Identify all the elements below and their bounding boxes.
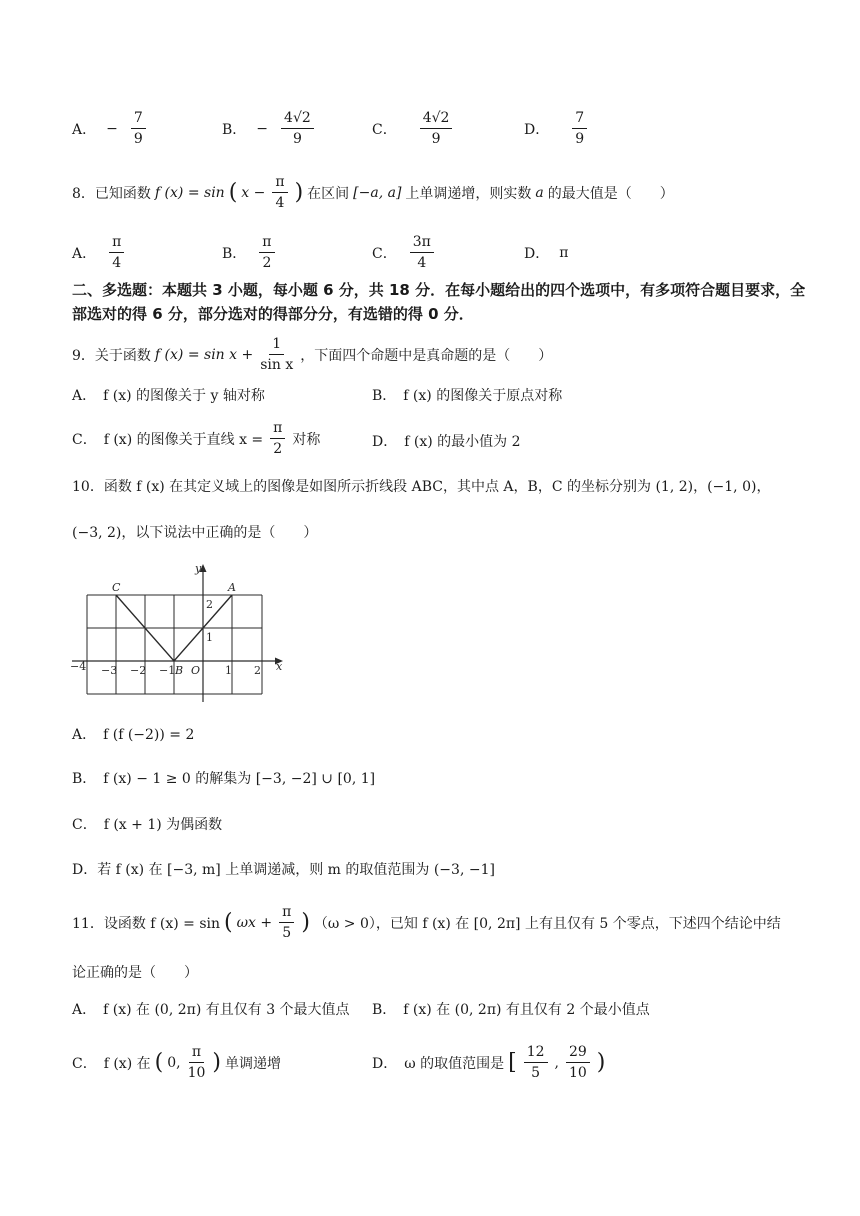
fraction: $\frac{\pi}{5}$ (279, 904, 294, 941)
q7-option-d: D． $\frac{7}{9}$ (524, 110, 590, 147)
q11-question-line2: 论正确的是（ ） (72, 965, 198, 981)
q10-question-line2: (−3, 2)，以下说法中正确的是（ ） (72, 525, 318, 541)
origin-label: O (191, 664, 201, 677)
y-axis-label: y (195, 562, 202, 575)
point-c-label: C (112, 581, 121, 594)
q9-option-a: A． f (x) 的图像关于 y 轴对称 (72, 388, 265, 404)
q8-option-a: A． $\frac{\pi}{4}$ (72, 234, 127, 271)
fraction: $\frac{\pi}{4}$ (109, 234, 124, 271)
x-axis-label: x (276, 660, 283, 673)
fraction: $\frac{\pi}{4}$ (272, 174, 287, 211)
fraction: $\frac{4√2}{9}$ (281, 110, 314, 147)
section-header-multiple-choice: 二、多选题：本题共 3 小题，每小题 6 分，共 18 分．在每小题给出的四个选项中，有多项符合题目要求，全部选对的得 6 分，部分选对的得部分分，有选错的得 0 分． (72, 281, 806, 323)
fraction: $\frac{1}{\text{sin x}}$ (260, 336, 294, 374)
q8-question: 8．已知函数 f (x) = sin ( x − $\frac{\pi}{4}$ ) 在区间 [−a, a] 上单调递增，则实数 a 的最大值是（ ） (72, 174, 674, 212)
fraction: $\frac{12}{5}$ (524, 1044, 548, 1081)
q7-option-b: B． − $\frac{4√2}{9}$ (222, 110, 317, 147)
q10-option-a: A． f (f (−2)) = 2 (72, 727, 195, 743)
q8-option-b: B． $\frac{\pi}{2}$ (222, 234, 278, 271)
x-tick-label: −3 (101, 664, 118, 677)
y-tick-label: 2 (206, 598, 213, 611)
q11-option-c: C． f (x) 在 ( 0, $\frac{\pi}{10}$ ) 单调递增 (72, 1044, 281, 1082)
x-tick-label: 2 (254, 664, 261, 677)
q9-option-d: D． f (x) 的最小值为 2 (372, 434, 521, 450)
point-b-label: B (175, 664, 184, 677)
q7-option-a: A． − $\frac{7}{9}$ (72, 110, 149, 147)
q7-option-c: C． $\frac{4√2}{9}$ (372, 110, 455, 147)
point-a-label: A (228, 581, 236, 594)
q10-option-b: B． f (x) − 1 ≥ 0 的解集为 [−3, −2] ∪ [0, 1] (72, 771, 376, 787)
fraction: $\frac{\pi}{2}$ (270, 420, 285, 457)
q11-option-d: D． ω 的取值范围是 [ $\frac{12}{5}$ , $\frac{29}{10}$ ) (372, 1044, 606, 1082)
fraction: $\frac{\pi}{2}$ (259, 234, 274, 271)
q11-option-b: B． f (x) 在 (0, 2π) 有且仅有 2 个最小值点 (372, 1002, 650, 1018)
q9-option-b: B． f (x) 的图像关于原点对称 (372, 388, 563, 404)
q10-graph (70, 562, 290, 704)
fraction: $\frac{29}{10}$ (566, 1044, 590, 1081)
q8-option-c: C． $\frac{3\pi}{4}$ (372, 234, 437, 271)
grid (87, 595, 262, 694)
x-tick-label: −4 (70, 660, 87, 673)
q11-option-a: A． f (x) 在 (0, 2π) 有且仅有 3 个最大值点 (72, 1002, 350, 1018)
x-tick-label: 1 (225, 664, 232, 677)
q11-question-line1: 11．设函数 f (x) = sin ( ωx + $\frac{\pi}{5}$ ) （ω > 0），已知 f (x) 在 [0, 2π] 上有且仅有 5 个零点，下述四个结论中结 (72, 904, 781, 942)
q9-option-c: C． f (x) 的图像关于直线 x = $\frac{\pi}{2}$ 对称 (72, 420, 321, 458)
x-tick-label: −2 (130, 664, 147, 677)
x-tick-label: −1 (159, 664, 176, 677)
q9-question: 9．关于函数 f (x) = sin x + $\frac{1}{\text{sin x}}$ ，下面四个命题中是真命题的是（ ） (72, 336, 553, 374)
fraction: $\frac{4√2}{9}$ (420, 110, 453, 147)
q8-option-d: D． π (524, 245, 569, 262)
fraction: $\frac{3\pi}{4}$ (410, 234, 434, 271)
fraction: $\frac{7}{9}$ (131, 110, 146, 147)
q10-option-d: D．若 f (x) 在 [−3, m] 上单调递减，则 m 的取值范围为 (−3, −1] (72, 862, 495, 878)
fraction: $\frac{7}{9}$ (572, 110, 587, 147)
q10-option-c: C． f (x + 1) 为偶函数 (72, 817, 223, 833)
fraction: $\frac{\pi}{10}$ (187, 1044, 206, 1082)
y-tick-label: 1 (206, 631, 213, 644)
q10-question-line1: 10．函数 f (x) 在其定义域上的图像是如图所示折线段 ABC，其中点 A，B，C 的坐标分别为 (1, 2)，(−1, 0)， (72, 479, 771, 495)
